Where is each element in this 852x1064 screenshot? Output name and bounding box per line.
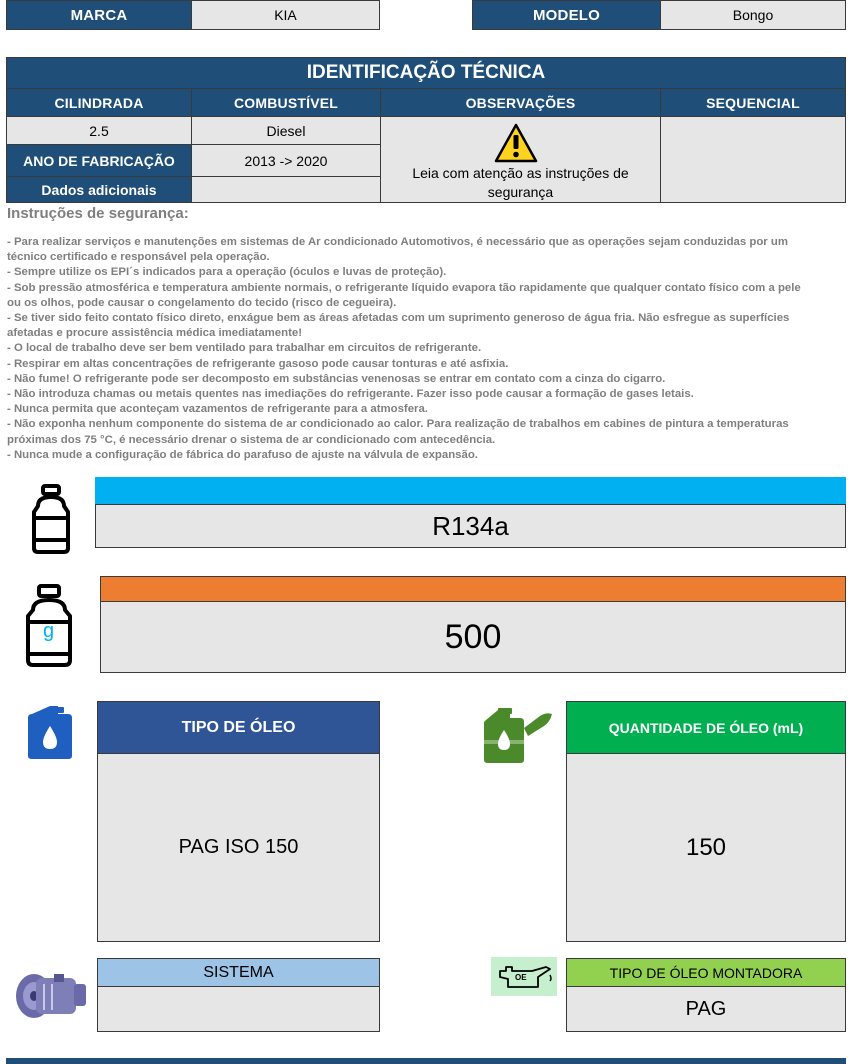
marca-label: MARCA xyxy=(6,0,192,30)
modelo-label: MODELO xyxy=(472,0,661,30)
safety-instructions xyxy=(7,235,847,463)
refrigerant-bottle-icon xyxy=(28,484,74,554)
col-observacoes: OBSERVAÇÕES xyxy=(380,88,661,117)
safety-line: - Nunca permita que aconteçam vazamentos de refrigerante para a atmosfera. xyxy=(7,403,428,416)
col-combustivel: COMBUSTÍVEL xyxy=(191,88,381,117)
refrigerant-color-bar xyxy=(95,477,846,504)
sequencial-value[interactable] xyxy=(660,116,846,203)
oil-type-value[interactable]: PAG ISO 150 xyxy=(97,753,380,942)
safety-title: Instruções de segurança: xyxy=(7,205,189,222)
oem-oil-type-label: TIPO DE ÓLEO MONTADORA xyxy=(566,958,846,987)
oil-can-icon xyxy=(26,704,74,760)
ano-fabricacao-value[interactable]: 2013 -> 2020 xyxy=(191,144,381,177)
safety-line: - O local de trabalho deve ser bem ventilado para trabalhar em circuitos de refrigerante. xyxy=(7,342,482,355)
footer-bar xyxy=(6,1058,846,1064)
safety-line: - Sempre utilize os EPI´s indicados para a operação (óculos e luvas de proteção). xyxy=(7,266,447,279)
col-cilindrada: CILINDRADA xyxy=(6,88,192,117)
safety-line: - Sob pressão atmosférica e temperatura ambiente normais, o refrigerante líquido evapora tão rapidamente que qualquer contato físico com a pele xyxy=(7,281,801,294)
ano-fabricacao-label: ANO DE FABRICAÇÃO xyxy=(6,144,192,177)
safety-line: afetadas e procure assistência médica imediatamente! xyxy=(7,327,303,340)
modelo-value[interactable]: Bongo xyxy=(660,0,846,30)
quantity-color-bar xyxy=(100,576,846,602)
dados-adicionais-label: Dados adicionais xyxy=(6,176,192,203)
oem-oil-can-label: OE xyxy=(515,973,527,982)
warning-icon xyxy=(494,123,538,163)
observacoes-cell xyxy=(380,116,661,203)
observacoes-text-line2: segurança xyxy=(487,184,554,200)
oil-quantity-icon xyxy=(480,706,554,764)
safety-line: - Não exponha nenhum componente do sistema de ar condicionado ao calor. Para realização de trabalhos em cabines de pintura a temperaturas xyxy=(7,418,789,431)
oil-quantity-value[interactable]: 150 xyxy=(566,753,846,942)
gas-quantity-value[interactable]: 500 xyxy=(100,601,846,673)
compressor-icon xyxy=(14,970,90,1022)
identification-title: IDENTIFICAÇÃO TÉCNICA xyxy=(6,57,846,89)
safety-line: - Respirar em altas concentrações de refrigerante gasoso pode causar tonturas e até asfixia. xyxy=(7,357,509,370)
refrigerant-value[interactable]: R134a xyxy=(95,504,846,548)
safety-line: - Nunca mude a configuração de fábrica do parafuso de ajuste na válvula de expansão. xyxy=(7,448,478,461)
marca-value[interactable]: KIA xyxy=(191,0,380,30)
gas-quantity-unit-glyph: g xyxy=(43,620,55,642)
safety-line: - Não introduza chamas ou metais quentes nas imediações do refrigerante. Fazer isso pode causar a formação de gases letais. xyxy=(7,388,694,401)
safety-line: - Para realizar serviços e manutenções em sistemas de Ar condicionado Automotivos, é necessário que as operações sejam conduzidas por um xyxy=(7,236,788,248)
combustivel-value[interactable]: Diesel xyxy=(191,116,381,145)
safety-line: ou os olhos, pode causar o congelamento do tecido (risco de cegueira). xyxy=(7,296,397,309)
system-value[interactable] xyxy=(97,986,380,1032)
safety-line: próximas dos 75 °C, é necessário drenar o sistema de ar condicionado com antecedência. xyxy=(7,433,496,446)
col-sequencial: SEQUENCIAL xyxy=(660,88,846,117)
oem-oil-type-value[interactable]: PAG xyxy=(566,986,846,1032)
observacoes-text-line1: Leia com atenção as instruções de xyxy=(412,165,629,181)
dados-adicionais-value[interactable] xyxy=(191,176,381,203)
safety-line: - Se tiver sido feito contato físico direto, enxágue bem as áreas afetadas com um suprimento generoso de água fria. Não esfregue as superfícies xyxy=(7,312,790,325)
oil-type-label: TIPO DE ÓLEO xyxy=(97,701,380,754)
cilindrada-value[interactable]: 2.5 xyxy=(6,116,192,145)
safety-line: técnico certificado e responsável pela operação. xyxy=(7,251,270,264)
oil-quantity-label: QUANTIDADE DE ÓLEO (mL) xyxy=(566,701,846,754)
safety-line: - Não fume! O refrigerante pode ser decomposto em substâncias venenosas se entrar em contato com a cinza do cigarro. xyxy=(7,372,666,385)
system-label: SISTEMA xyxy=(97,958,380,987)
